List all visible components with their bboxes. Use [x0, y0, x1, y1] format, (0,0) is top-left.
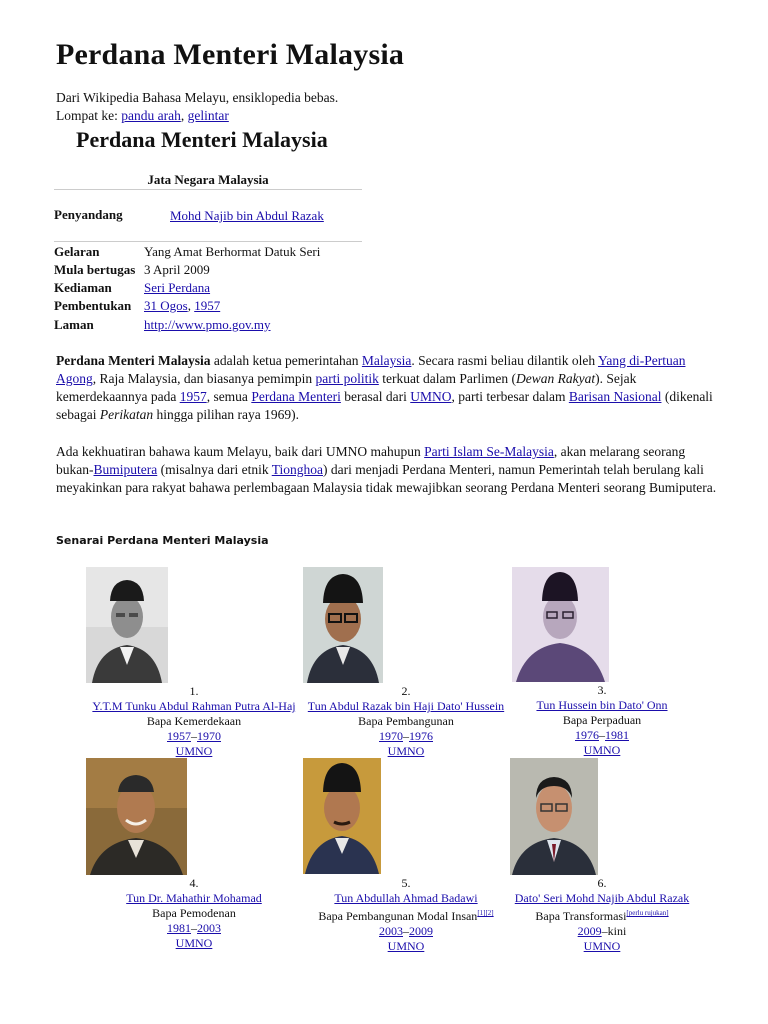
portrait-pm-6-image: [510, 758, 598, 875]
text: terkuat dalam Parlimen (: [378, 371, 517, 386]
infobox-holder-label: Penyandang: [54, 207, 123, 222]
term-start-link[interactable]: 2009: [577, 924, 602, 938]
text: ). Sejak kemerdekaannya pada: [56, 371, 637, 404]
pm-epithet: Bapa Pembangunan: [358, 714, 454, 728]
infobox-holder-link[interactable]: Mohd Najib bin Abdul Razak: [170, 208, 324, 223]
portrait-pm-1-image: [86, 567, 168, 683]
term-end-link[interactable]: 2009: [409, 924, 433, 938]
pm-name-link[interactable]: Y.T.M Tunku Abdul Rahman Putra Al-Haj: [92, 699, 296, 713]
jump-to-line: [56, 108, 229, 124]
pm-party-link[interactable]: UMNO: [583, 743, 621, 757]
link-political-party[interactable]: parti politik: [315, 371, 379, 386]
tagline: Dari Wikipedia Bahasa Melayu, ensiklopedia bebas.: [56, 90, 339, 105]
infobox-residence-link[interactable]: Seri Perdana: [144, 280, 211, 295]
infobox-title: Perdana Menteri Malaysia: [76, 127, 328, 152]
pm-term: [300, 729, 512, 744]
pm-party-link[interactable]: UMNO: [387, 744, 425, 758]
pm-term: [306, 924, 506, 939]
term-dash: –: [601, 924, 608, 938]
infobox-website-link[interactable]: http://www.pmo.gov.my: [144, 317, 271, 332]
pm-name-link[interactable]: Tun Dr. Mahathir Mohamad: [126, 891, 262, 905]
infobox-label: Laman: [54, 317, 94, 332]
pm-epithet: [504, 906, 700, 924]
text: . Secara rasmi beliau dilantik oleh: [411, 353, 598, 368]
text: (misalnya dari etnik: [157, 462, 272, 477]
pm-epithet-text: Bapa Pembangunan Modal Insan: [318, 909, 478, 923]
pm-term: [520, 728, 684, 743]
infobox-row-website: [54, 317, 271, 333]
portrait-pm-2: [303, 567, 383, 683]
pm-caption-1: [84, 684, 304, 759]
infobox-value: Yang Amat Berhormat Datuk Seri: [144, 244, 321, 259]
pm-number: 2.: [401, 684, 411, 698]
pm-party-link[interactable]: UMNO: [387, 939, 425, 953]
link-tionghoa[interactable]: Tionghoa: [271, 462, 323, 477]
pm-epithet: Bapa Kemerdekaan: [146, 714, 242, 728]
infobox-formation-date-link[interactable]: 31 Ogos: [144, 298, 188, 313]
term-start-link[interactable]: 1976: [575, 728, 599, 742]
concern-paragraph: [56, 443, 722, 497]
text: , akan melarang seorang bukan-: [56, 444, 686, 477]
pm-number: 6.: [597, 876, 607, 890]
text: (dikenali sebagai: [56, 389, 713, 422]
pm-epithet: Bapa Perpaduan: [562, 713, 642, 727]
citation-link[interactable]: [1][2]: [477, 909, 494, 917]
infobox-row-formation: [54, 298, 220, 314]
pm-caption-4: [114, 876, 274, 951]
pm-caption-3: [520, 683, 684, 758]
text: adalah ketua pemerintahan: [210, 353, 362, 368]
jump-prefix: Lompat ke:: [56, 108, 122, 123]
term-end-link[interactable]: 1976: [409, 729, 433, 743]
pm-number: 5.: [401, 876, 411, 890]
term-end-link[interactable]: 1981: [605, 728, 629, 742]
pm-epithet: [306, 906, 506, 924]
pm-name-link[interactable]: Tun Hussein bin Dato' Onn: [536, 698, 668, 712]
infobox-label: Kediaman: [54, 280, 112, 295]
pm-caption-2: [300, 684, 512, 759]
text: berasal dari: [340, 389, 411, 404]
jump-navigation-link[interactable]: pandu arah: [121, 108, 181, 123]
section-heading: Senarai Perdana Menteri Malaysia: [56, 534, 269, 547]
text: Ada kekhuatiran bahawa kaum Melayu, baik dari UMNO mahupun: [56, 444, 425, 459]
pm-party-link[interactable]: UMNO: [175, 936, 213, 950]
infobox-divider: [54, 241, 362, 242]
portrait-pm-5-image: [303, 758, 381, 874]
portrait-pm-5: [303, 758, 381, 874]
pm-caption-5: [306, 876, 506, 954]
italic-term: Perikatan: [99, 407, 154, 422]
term-end: kini: [607, 924, 627, 938]
intro-paragraph: [56, 352, 722, 424]
link-pas[interactable]: Parti Islam Se-Malaysia: [424, 444, 554, 459]
portrait-pm-4-image: [86, 758, 187, 875]
term-dash: –: [599, 728, 605, 742]
pm-name-link[interactable]: Tun Abdullah Ahmad Badawi: [334, 891, 478, 905]
term-end-link[interactable]: 2003: [197, 921, 221, 935]
infobox-emblem-caption: Jata Negara Malaysia: [147, 172, 269, 187]
portrait-pm-4: [86, 758, 187, 875]
text: , parti terbesar dalam: [451, 389, 569, 404]
pm-name-link[interactable]: Tun Abdul Razak bin Haji Dato' Hussein: [307, 699, 505, 713]
link-umno[interactable]: UMNO: [410, 389, 452, 404]
pm-caption-6: [504, 876, 700, 954]
jump-search-link[interactable]: gelintar: [187, 108, 229, 123]
pm-number: 3.: [597, 683, 607, 697]
link-agong[interactable]: Yang di-Pertuan Agong: [56, 353, 686, 386]
term-dash: –: [403, 729, 409, 743]
pm-party-link[interactable]: UMNO: [175, 744, 213, 758]
term-start-link[interactable]: 1981: [167, 921, 191, 935]
portrait-pm-3: [512, 567, 609, 682]
text: hingga pilihan raya 1969).: [153, 407, 299, 422]
infobox-value: 3 April 2009: [144, 262, 210, 277]
page-title: Perdana Menteri Malaysia: [56, 38, 405, 71]
term-dash: –: [191, 921, 197, 935]
link-barisan-nasional[interactable]: Barisan Nasional: [568, 389, 662, 404]
pm-epithet: Bapa Pemodenan: [152, 906, 236, 920]
link-malaysia[interactable]: Malaysia: [361, 353, 412, 368]
pm-number: 4.: [189, 876, 199, 890]
infobox-row-title: [54, 244, 320, 260]
infobox-holder-row: [54, 207, 324, 223]
portrait-pm-2-image: [303, 567, 383, 683]
pm-epithet-text: Bapa Transformasi: [535, 909, 627, 923]
pm-term: [114, 921, 274, 936]
link-prime-minister[interactable]: Perdana Menteri: [251, 389, 341, 404]
infobox-label: Mula bertugas: [54, 262, 136, 277]
pm-term: [84, 729, 304, 744]
italic-term: Dewan Rakyat: [516, 371, 596, 386]
bold-term: Perdana Menteri Malaysia: [56, 353, 211, 368]
link-bumiputera[interactable]: Bumiputera: [93, 462, 158, 477]
text: , semua: [206, 389, 252, 404]
term-end-link[interactable]: 1970: [197, 729, 221, 743]
infobox-label: Gelaran: [54, 244, 100, 259]
term-dash: –: [191, 729, 197, 743]
term-start-link[interactable]: 2003: [379, 924, 403, 938]
pm-party-link[interactable]: UMNO: [583, 939, 621, 953]
infobox-formation-year-link[interactable]: 1957: [194, 298, 221, 313]
portrait-pm-6: [510, 758, 598, 875]
link-1957[interactable]: 1957: [179, 389, 207, 404]
portrait-pm-1: [86, 567, 168, 683]
infobox-value-separator: ,: [187, 298, 195, 313]
term-start-link[interactable]: 1970: [379, 729, 403, 743]
infobox-divider: [54, 189, 362, 190]
text: ) dari menjadi Perdana Menteri, namun Pemerintah telah berulang kali meyakinkan para rakyat bahawa perlembagaan Malaysia tidak mewajibkan seorang Perdana Menteri seorang Bumiputera.: [56, 462, 717, 495]
pm-number: 1.: [189, 684, 199, 698]
infobox-row-start: [54, 262, 210, 278]
pm-name-link[interactable]: Dato' Seri Mohd Najib Abdul Razak: [514, 891, 690, 905]
portrait-pm-3-image: [512, 567, 609, 682]
citation-needed-link[interactable]: [perlu rujukan]: [626, 909, 669, 917]
pm-term: [504, 924, 700, 939]
term-dash: –: [403, 924, 409, 938]
term-start-link[interactable]: 1957: [167, 729, 191, 743]
infobox-label: Pembentukan: [54, 298, 132, 313]
jump-separator: ,: [180, 108, 188, 123]
infobox-row-residence: [54, 280, 210, 296]
text: , Raja Malaysia, dan biasanya pemimpin: [92, 371, 316, 386]
